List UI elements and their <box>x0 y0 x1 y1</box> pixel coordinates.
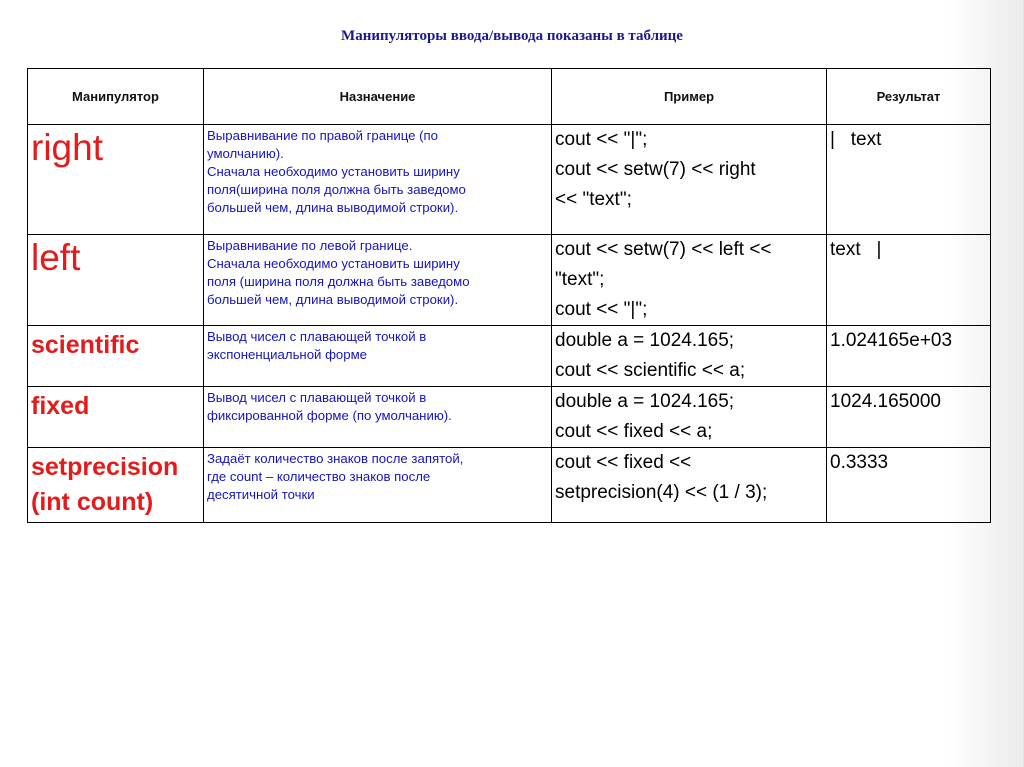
result-cell: text | <box>827 235 991 326</box>
manipulator-cell <box>28 125 204 235</box>
example-line: double a = 1024.165; <box>555 391 735 412</box>
table-row <box>28 125 991 235</box>
manipulator-name: (int count) <box>31 488 154 516</box>
header-purpose: Назначение <box>204 69 552 125</box>
example-line: cout << scientific << a; <box>555 360 746 381</box>
result-cell: | text <box>827 125 991 235</box>
example-line: cout << "|"; <box>555 129 648 150</box>
manipulator-name: scientific <box>31 331 140 359</box>
purpose-cell <box>204 387 552 448</box>
manipulator-name: fixed <box>31 392 90 420</box>
example-line: "text"; <box>555 269 605 290</box>
purpose-line: поля (ширина поля должна быть заведомо <box>207 274 470 289</box>
example-line: cout << setw(7) << right <box>555 159 756 180</box>
purpose-line: большей чем, длина выводимой строки). <box>207 292 459 307</box>
purpose-line: Выравнивание по правой границе (по <box>207 128 439 143</box>
purpose-cell <box>204 326 552 387</box>
purpose-line: фиксированной форме (по умолчанию). <box>207 408 452 423</box>
purpose-line: Сначала необходимо установить ширину <box>207 164 460 179</box>
example-cell <box>552 326 827 387</box>
example-line: setprecision(4) << (1 / 3); <box>555 482 768 503</box>
purpose-line: Задаёт количество знаков после запятой, <box>207 451 464 466</box>
table-row <box>28 235 991 326</box>
manipulator-cell <box>28 235 204 326</box>
table-row <box>28 326 991 387</box>
example-cell <box>552 387 827 448</box>
example-line: cout << fixed << <box>555 452 692 473</box>
purpose-line: Выравнивание по левой границе. <box>207 238 413 253</box>
example-line: << "text"; <box>555 189 632 210</box>
result-cell: 1.024165e+03 <box>827 326 991 387</box>
purpose-line: экспоненциальной форме <box>207 347 368 362</box>
page-title: Манипуляторы ввода/вывода показаны в таблице <box>341 28 683 44</box>
example-line: cout << "|"; <box>555 299 648 320</box>
example-line: cout << setw(7) << left << <box>555 239 772 260</box>
manipulator-cell <box>28 448 204 523</box>
purpose-line: десятичной точки <box>207 487 315 502</box>
table-row <box>28 387 991 448</box>
purpose-line: умолчанию). <box>207 146 284 161</box>
result-cell: 1024.165000 <box>827 387 991 448</box>
purpose-line: Вывод чисел с плавающей точкой в <box>207 329 427 344</box>
purpose-cell <box>204 235 552 326</box>
purpose-line: поля(ширина поля должна быть заведомо <box>207 182 466 197</box>
header-example: Пример <box>552 69 827 125</box>
manipulator-name: setprecision <box>31 453 179 481</box>
manipulators-table <box>27 68 991 523</box>
manipulator-cell <box>28 326 204 387</box>
purpose-line: большей чем, длина выводимой строки). <box>207 200 459 215</box>
manipulator-name: right <box>31 127 103 168</box>
manipulator-name: left <box>31 237 81 278</box>
example-line: double a = 1024.165; <box>555 330 735 351</box>
header-manipulator: Манипулятор <box>28 69 204 125</box>
purpose-line: Сначала необходимо установить ширину <box>207 256 460 271</box>
table-header-row <box>28 69 991 125</box>
example-cell <box>552 448 827 523</box>
header-result: Результат <box>827 69 991 125</box>
example-cell <box>552 125 827 235</box>
manipulator-cell <box>28 387 204 448</box>
example-cell <box>552 235 827 326</box>
table-row <box>28 448 991 523</box>
purpose-cell <box>204 448 552 523</box>
purpose-line: Вывод чисел с плавающей точкой в <box>207 390 427 405</box>
result-cell: 0.3333 <box>827 448 991 523</box>
purpose-line: где count – количество знаков после <box>207 469 431 484</box>
purpose-cell <box>204 125 552 235</box>
example-line: cout << fixed << a; <box>555 421 713 442</box>
